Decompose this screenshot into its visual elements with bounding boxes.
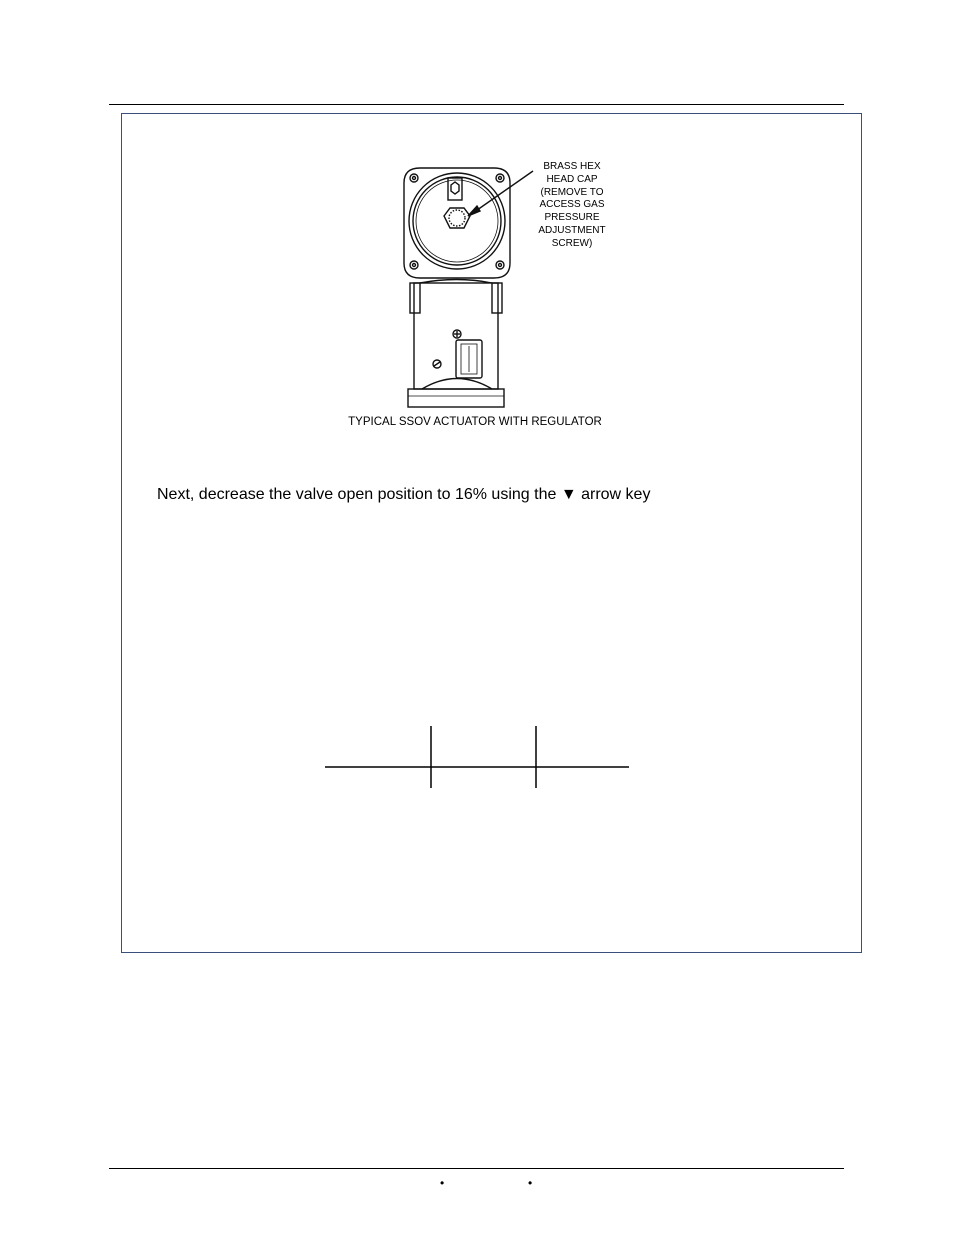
callout-line: PRESSURE — [544, 212, 600, 224]
table-grid-lines — [323, 724, 631, 790]
footer-bullet: • — [440, 1176, 445, 1190]
figure-callout — [528, 161, 616, 251]
footer-bullet: • — [528, 1176, 533, 1190]
instruction-text: Next, decrease the valve open position to 16% using the ▼ arrow key — [157, 486, 651, 503]
callout-line: SCREW) — [551, 237, 593, 249]
callout-line: ACCESS GAS — [539, 199, 605, 211]
header-rule — [109, 104, 844, 105]
footer-rule — [109, 1168, 844, 1169]
figure-caption: TYPICAL SSOV ACTUATOR WITH REGULATOR — [348, 416, 602, 428]
callout-line: HEAD CAP — [546, 173, 598, 185]
callout-line: ADJUSTMENT — [538, 224, 606, 236]
callout-line: (REMOVE TO — [540, 186, 604, 198]
callout-line: BRASS HEX — [543, 161, 601, 172]
